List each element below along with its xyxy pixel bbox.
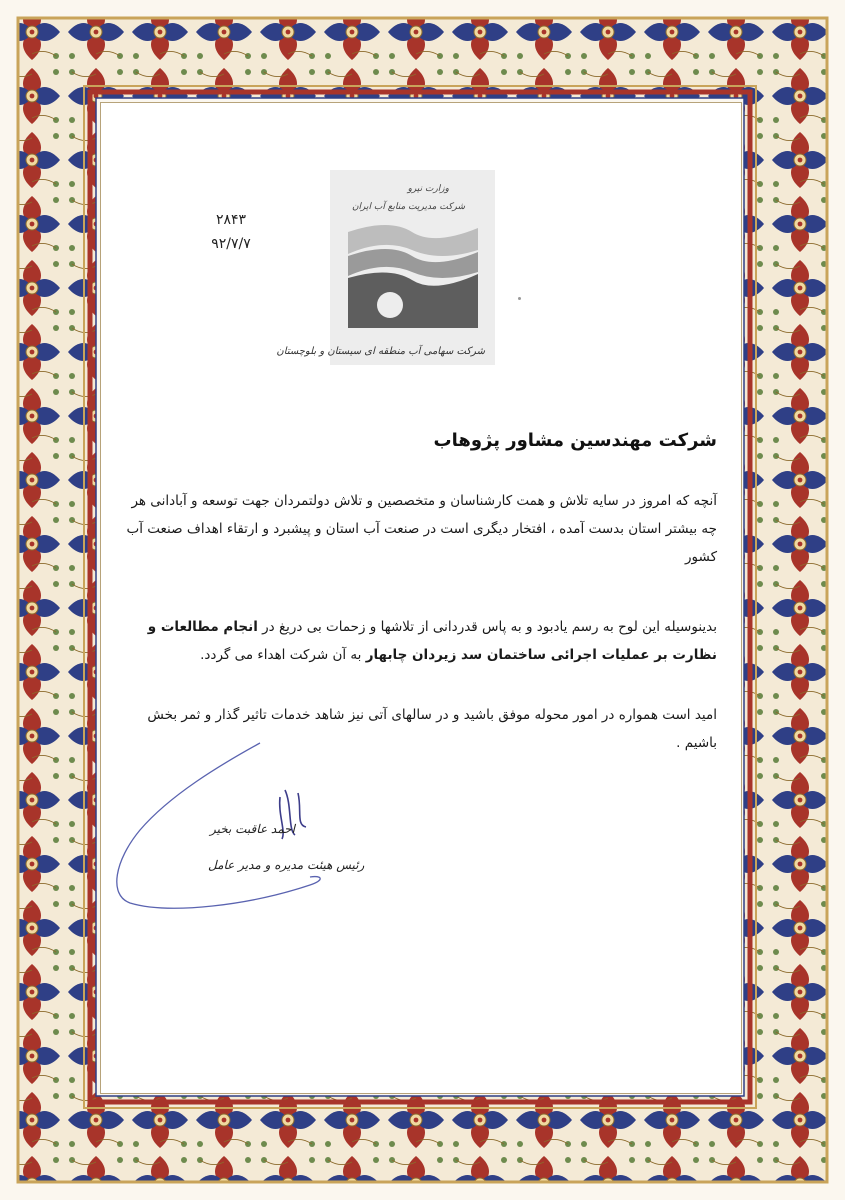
signatory-name: احمد عاقبت بخیر: [210, 822, 295, 836]
paragraph-dedication: [117, 613, 717, 669]
dedication-outro: به آن شرکت اهداء می گردد.: [200, 647, 362, 663]
paragraph-intro: آنچه که امروز در سایه تلاش و همت کارشناسان و متخصصین و تلاش دولتمردان جهت توسعه و آبادانی هر چه بیشتر استان بدست آمده ، افتخار دیگری است در صنعت آب استان و پیشبرد و ارتقاء اهداف صنعت آب کشور: [126, 493, 717, 565]
logo-parent-company-text: شرکت مدیریت منابع آب ایران: [351, 202, 465, 212]
signatory-title: رئیس هیئت مدیره و مدیر عامل: [208, 858, 365, 872]
reference-block: [196, 208, 266, 256]
speck: [518, 297, 521, 300]
recipient-title: شرکت مهندسین مشاور پژوهاب: [433, 430, 717, 451]
dedication-intro: بدینوسیله این لوح به رسم یادبود و به پاس قدردانی از تلاشها و زحمات بی دریغ در: [262, 619, 717, 635]
dedication-project: انجام مطالعات و نظارت بر عملیات اجرائی ساختمان سد زیردان چابهار: [147, 619, 717, 663]
reference-number: ۲۸۴۳: [215, 212, 247, 228]
company-logo: [276, 170, 495, 365]
paragraph-wishes: امید است همواره در امور محوله موفق باشید و در سالهای آتی نیز شاهد خدمات تاثیر گذار و ثمر بخش باشیم .: [147, 707, 717, 751]
water-wave-logo-icon: [330, 170, 495, 365]
reference-date: ۹۲/۷/۷: [211, 236, 251, 252]
logo-regional-company-text: شرکت سهامی آب منطقه ای سیستان و بلوچستان: [276, 346, 485, 357]
logo-ministry-text: وزارت نیرو: [407, 184, 449, 194]
